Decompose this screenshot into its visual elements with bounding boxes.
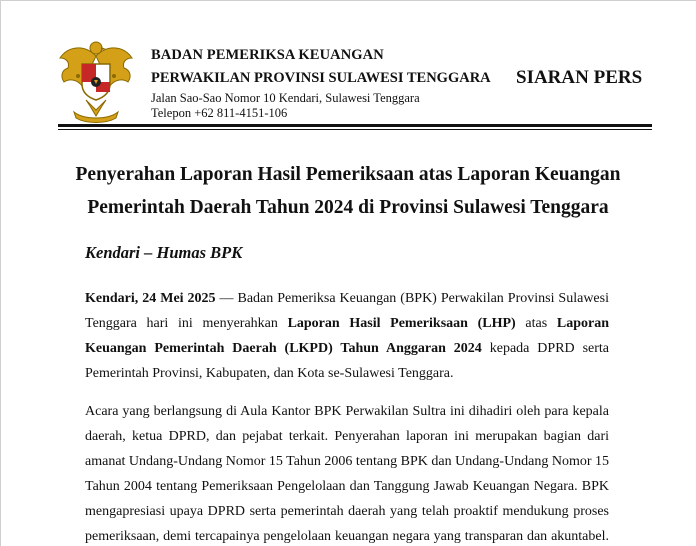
header-rule-thick xyxy=(58,124,652,127)
document-type: SIARAN PERS xyxy=(516,67,643,88)
paragraph-2-line-2: daerah, ketua DPRD, dan pejabat terkait. Penyerahan laporan ini merupakan bagian dari xyxy=(85,429,609,444)
header-rule-thin xyxy=(58,129,652,130)
paragraph-1-line-1 xyxy=(85,291,609,307)
title-line-1: Penyerahan Laporan Hasil Pemeriksaan atas Laporan Keuangan xyxy=(75,164,621,185)
paragraph-2-line-5: mengapresiasi upaya DPRD serta pemerintah daerah yang telah proaktif mendukung proses xyxy=(85,504,609,519)
dateline: Kendari, 24 Mei 2025 xyxy=(85,291,216,306)
paragraph-2-line-4: Tahun 2004 tentang Pemeriksaan Pengelolaan dan Tanggung Jawab Keuangan Negara. BPK xyxy=(85,479,609,494)
lhp-term: Laporan Hasil Pemeriksaan (LHP) xyxy=(287,316,516,331)
paragraph-1-text: Tenggara hari ini menyerahkan xyxy=(85,316,288,331)
garuda-emblem-icon xyxy=(56,36,136,124)
paragraph-2-line-6: pemeriksaan, demi tercapainya pengelolaan keuangan negara yang transparan dan akuntabel. xyxy=(85,529,609,544)
paragraph-1-line-3 xyxy=(85,341,609,357)
page-border-left xyxy=(0,0,1,546)
office-address: Jalan Sao-Sao Nomor 10 Kendari, Sulawesi Tenggara xyxy=(151,91,420,105)
paragraph-1-text: atas xyxy=(515,316,557,331)
org-name: BADAN PEMERIKSA KEUANGAN xyxy=(151,47,384,63)
paragraph-1-text: kepada DPRD serta xyxy=(481,341,609,356)
paragraph-2-line-3: amanat Undang-Undang Nomor 15 Tahun 2006 tentang BPK dan Undang-Undang Nomor 15 xyxy=(85,454,610,469)
lkpd-term: Keuangan Pemerintah Daerah (LKPD) Tahun Anggaran 2024 xyxy=(85,341,482,356)
paragraph-2-line-1: Acara yang berlangsung di Aula Kantor BPK Perwakilan Sultra ini dihadiri oleh para kepala xyxy=(85,404,609,419)
title-line-2: Pemerintah Daerah Tahun 2024 di Provinsi Sulawesi Tenggara xyxy=(87,197,609,218)
office-name: PERWAKILAN PROVINSI SULAWESI TENGGARA xyxy=(151,70,491,86)
paragraph-1-text: — Badan Pemeriksa Keuangan (BPK) Perwakilan Provinsi Sulawesi xyxy=(215,291,609,306)
lkpd-term-start: Laporan xyxy=(556,316,609,331)
page-border-top xyxy=(0,0,696,1)
paragraph-1-line-4: Pemerintah Provinsi, Kabupaten, dan Kota se-Sulawesi Tenggara. xyxy=(85,366,454,381)
paragraph-1-line-2 xyxy=(85,316,609,332)
office-phone: Telepon +62 811-4151-106 xyxy=(151,106,288,120)
byline: Kendari – Humas BPK xyxy=(85,243,243,262)
